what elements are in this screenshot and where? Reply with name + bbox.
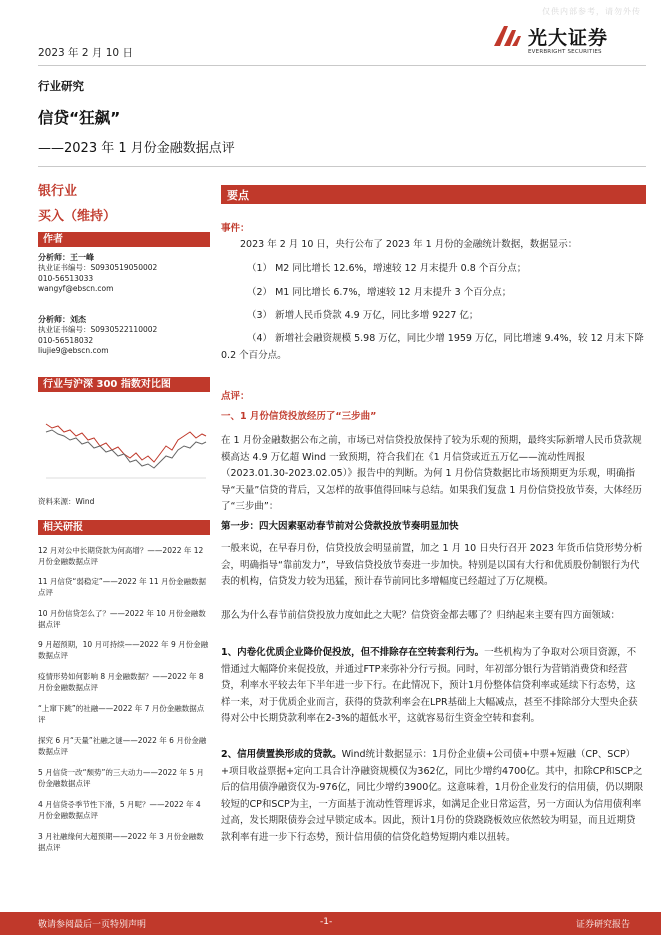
report-date: 2023 年 2 月 10 日: [38, 47, 133, 59]
brand-logo-icon: [492, 22, 522, 48]
summary-heading-bar: [221, 185, 646, 204]
analyst-name: 分析师：刘杰: [38, 315, 86, 324]
analyst-2: [38, 314, 210, 357]
related-item[interactable]: 9 月超预期，10 月可持续——2022 年 9 月份金融数据点评: [38, 640, 209, 660]
related-list: [38, 545, 210, 855]
related-item[interactable]: 10 月份信贷怎么了？——2022 年 10 月份金融数据点评: [38, 609, 206, 629]
industry-name: 银行业: [38, 184, 78, 199]
point-2: [221, 747, 645, 846]
related-item[interactable]: 4 月信贷증季节性下滑，5 月呢？——2022 年 4 月份金融数据点评: [38, 800, 201, 820]
footer-report-type: 证券研究报告: [576, 920, 631, 930]
event-item: （3） 新增人民币贷款 4.9 万亿，同比多增 9227 亿；: [247, 310, 479, 321]
paragraph-2: 一般来说，在早春月份，信贷投放会明显前置，加之 1 月 10 日央行召开 2023 年货币信贷形势分析会，明确指导“靠前发力”，导致信贷投放节奏进一步加快。特别是以国有大行和优质股份制银行为代表的机构，信贷发力较为迅猛，预计春节前同比多增幅度已经超过了万亿规模。: [221, 543, 643, 587]
related-item[interactable]: 探究 6 月“天量”社融之谜——2022 年 6 月份金融数据点评: [38, 736, 207, 756]
report-title: 信贷“狂飙”: [38, 109, 121, 127]
analyst-1: [38, 252, 210, 295]
analyst-cert: 执业证书编号：S0930519050002: [38, 263, 158, 272]
page-number: -1-: [320, 917, 333, 927]
summary-heading: 要点: [227, 189, 249, 202]
index-comparison-chart: [38, 396, 210, 488]
footer-bar: [0, 912, 661, 935]
point-1-heading: 1、内卷化优质企业降价促投放，但不排除存在空转套利行为。: [221, 647, 485, 658]
comment-label: 点评：: [221, 391, 250, 402]
paragraph-3: 那么为什么春节前信贷投放力度如此之大呢？信贷资金都去哪了？归纳起来主要有四方面领域：: [221, 610, 621, 621]
related-item[interactable]: “上窜下跳”的社融——2022 年 7 月份金融数据点评: [38, 704, 205, 724]
section1-title: 一、1 月份信贷投放经历了“三步曲”: [221, 411, 377, 422]
report-category: 行业研究: [38, 79, 84, 93]
analyst-phone: 010-56518032: [38, 335, 94, 345]
point-2-heading: 2、信用债置换形成的贷款。: [221, 749, 342, 760]
point-2-text: Wind统计数据显示：1月份企业债+公司债+中票+短融（CP、SCP）+项目收益票据+定向工具合计净融资规模仅为362亿，同比少增约4700亿。其中，扣除CP和SCP之后的信用债净融资仅为-976亿，同比少增约3900亿。这意味着，1月份企业发行的信用债，仍以期限较短的CP和SCP为主，一方面基于流动性管理诉求，如满足企业日常运营，另一方面认为信用债利率过高，发长期限债券会过早锁定成本。因此，预计1月份的贷跷跷板效应依然较为明显，而且近期贷款利率有进一步下行态势，预计信用债的信贷化趋势短期内难以扭转。: [221, 749, 644, 843]
chart-series-csi300: [46, 430, 206, 468]
event-item: （2） M1 同比增长 6.7%，增速较 12 月末提升 3 个百分点；: [247, 287, 512, 298]
related-item[interactable]: 12 月对公中长期贷款为何高增？——2022 年 12 月份金融数据点评: [38, 546, 204, 566]
analyst-name: 分析师：王一峰: [38, 253, 94, 262]
point-1: [221, 645, 645, 728]
brand-name: 光大证券: [528, 27, 609, 49]
event-intro: 2023 年 2 月 10 日，央行公布了 2023 年 1 月份的金融统计数据，数据显示：: [240, 239, 578, 250]
analyst-cert: 执业证书编号：S0930522110002: [38, 325, 158, 334]
header-divider: [38, 65, 646, 66]
analyst-email[interactable]: wangyf@ebscn.com: [38, 284, 114, 293]
event-item: （4） 新增社会融资规模 5.98 万亿，同比少增 1959 万亿，同比增速 9.4%，较 12 月末下降 0.2 个百分点。: [221, 333, 644, 361]
brand-name-en: EVERBRIGHT SECURITIES: [528, 49, 602, 55]
related-item[interactable]: 5 月信贷一改“颓势”的三大动力——2022 年 5 月份金融数据点评: [38, 768, 204, 788]
report-subtitle: ——2023 年 1 月份金融数据点评: [38, 141, 235, 156]
related-item[interactable]: 3 月社融缘何大超预期——2022 年 3 月份金融数据点评: [38, 832, 204, 852]
chart-heading: 行业与沪深 300 指数对比图: [38, 377, 210, 392]
paragraph-1: 在 1 月份金融数据公布之前，市场已对信贷投放保持了较为乐观的预期，最终实际新增人民币贷款规模高达 4.9 万亿超 Wind 一致预期，符合我们在《1 月信贷或近五万亿——流动性周报（2023.01.30-2023.02.05）》报告中的判断。为何 1 月份信贷数据比市场预期更为乐观，明确指导“天量”信贷的背后，又怎样的故事值得回味与总结。如果我们复盘 1 月份信贷投放节奏，大体经历了“三步曲”：: [221, 435, 642, 512]
watermark: 仅供内部参考，请勿外传: [542, 7, 641, 16]
related-item[interactable]: 11 月信贷“弱稳定”——2022 年 11 月份金融数据点评: [38, 577, 206, 597]
point-1-text: 一些机构为了争取对公项目资源，不惜通过大幅降价来促投放，并通过FTP来弥补分行亏损。同时，年初部分银行为营销消费贷和经营贷，利率水平较去年下半年进一步下行。在此情况下，预计1月份整体信贷利率或延续下行态势，这样一来，对于优质企业而言，获得的贷款利率会在LPR基础上大幅减点，甚至不排除部分大型央企获得对公中长期贷款利率在2-3%的超低水平，这就容易衍生资金空转和套利。: [221, 647, 638, 724]
chart-source: 资料来源：Wind: [38, 497, 95, 506]
event-label: 事件：: [221, 223, 250, 234]
step-1: 第一步：四大因素驱动春节前对公贷款投放节奏明显加快: [221, 521, 459, 532]
analyst-phone: 010-56513033: [38, 273, 94, 283]
related-heading: 相关研报: [38, 520, 210, 535]
footer-disclaimer[interactable]: 敬请参阅最后一页特别声明: [38, 920, 147, 930]
analyst-email[interactable]: liujie9@ebscn.com: [38, 346, 109, 355]
author-heading: 作者: [38, 232, 210, 247]
rating: 买入（维持）: [38, 209, 117, 224]
title-divider: [38, 166, 646, 167]
related-item[interactable]: 疫情形势如何影响 8 月金融数据？——2022 年 8 月份金融数据点评: [38, 672, 204, 692]
event-item: （1） M2 同比增长 12.6%，增速较 12 月末提升 0.8 个百分点；: [247, 263, 527, 274]
